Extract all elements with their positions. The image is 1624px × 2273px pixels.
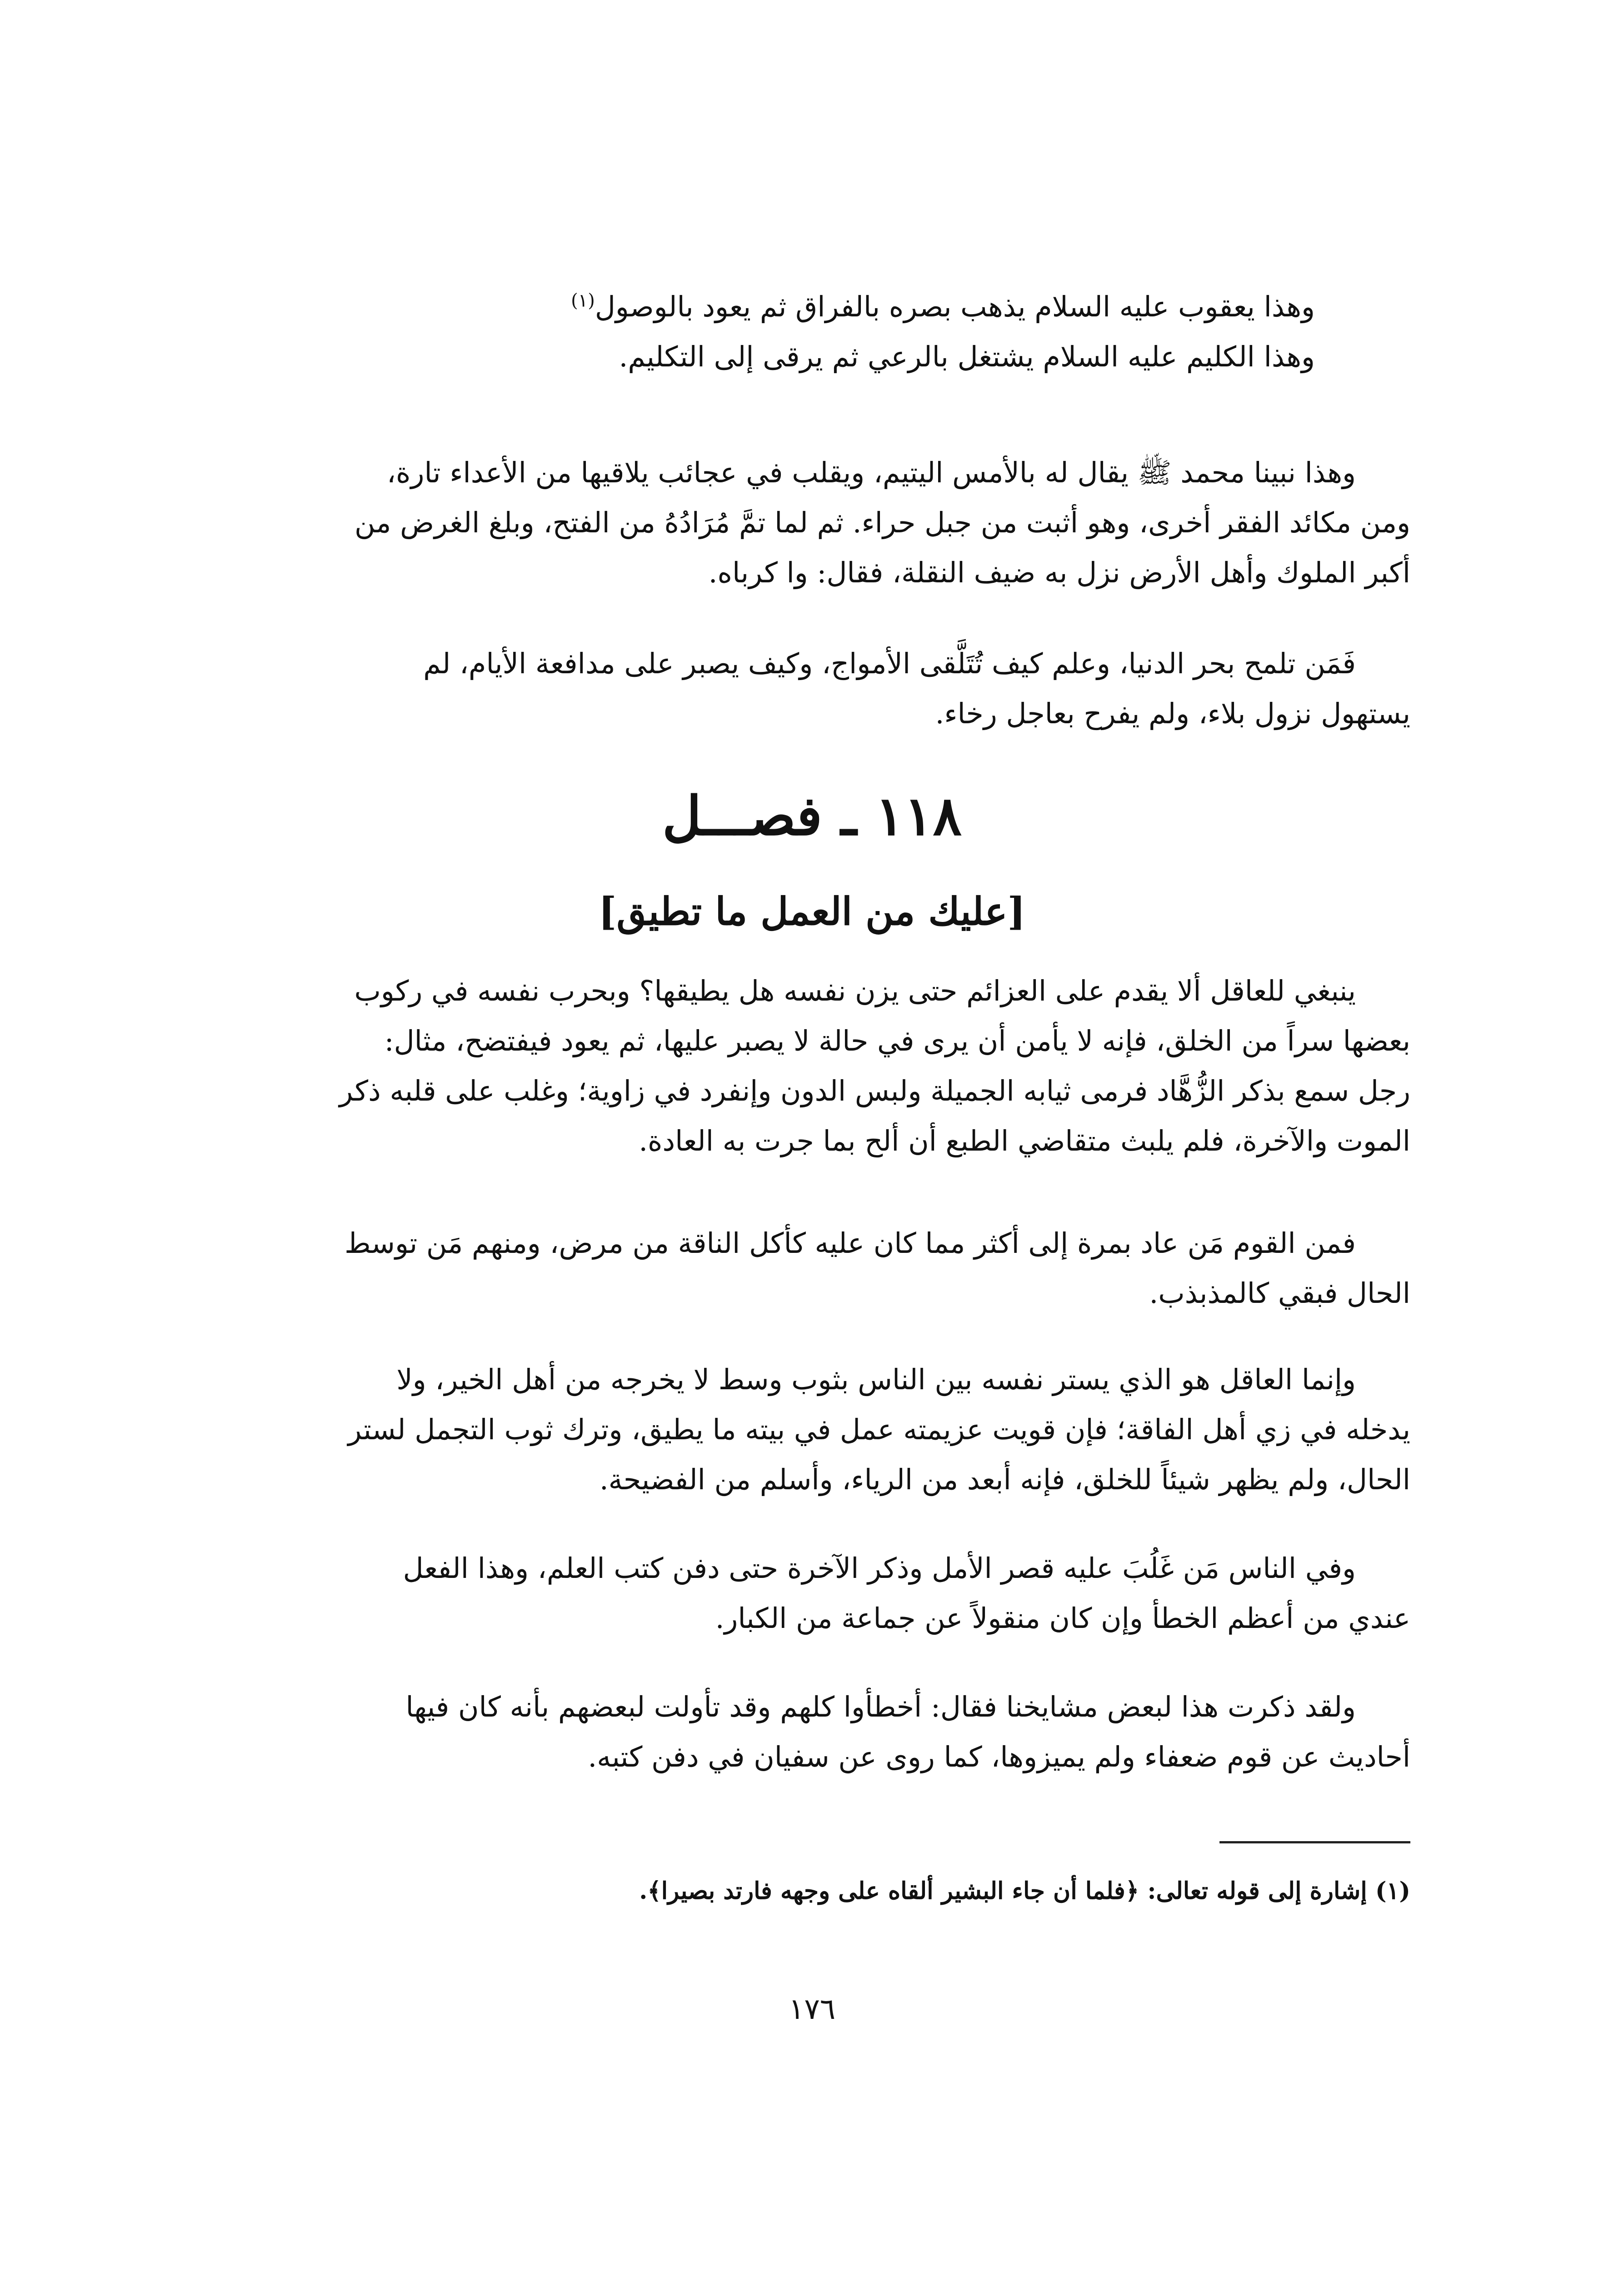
text-line: وإنما العاقل هو الذي يستر نفسه بين الناس بثوب وسط لا يخرجه من أهل الخير، ولا	[396, 1363, 1356, 1396]
footnote: (١) إشارة إلى قوله تعالى: ﴿فلما أن جاء البشير ألقاه على وجهه فارتد بصيرا﴾.	[639, 1877, 1410, 1905]
footnote-marker[interactable]: (١)	[571, 290, 595, 311]
text-line: الحال، ولم يظهر شيئاً للخلق، فإنه أبعد من الرياء، وأسلم من الفضيحة.	[599, 1463, 1410, 1496]
opening-lines	[315, 282, 1315, 382]
text-line: وهذا نبينا محمد ﷺ يقال له بالأمس اليتيم، ويقلب في عجائب يلاقيها من الأعداء تارة،	[387, 456, 1356, 489]
paragraph-1	[206, 966, 1410, 1166]
text-line: يستهول نزول بلاء، ولم يفرح بعاجل رخاء.	[935, 697, 1410, 730]
page-number: ١٧٦	[788, 1993, 836, 2026]
text-line: ولقد ذكرت هذا لبعض مشايخنا فقال: أخطأوا كلهم وقد تأولت لبعضهم بأنه كان فيها	[405, 1690, 1356, 1723]
text-line: وفي الناس مَن غَلُبَ عليه قصر الأمل وذكر الآخرة حتى دفن كتب العلم، وهذا الفعل	[403, 1552, 1356, 1585]
text-line: يدخله في زي أهل الفاقة؛ فإن قويت عزيمته عمل في بيته ما يطيق، وترك ثوب التجمل لستر	[348, 1413, 1410, 1446]
paragraph-5	[206, 1682, 1410, 1782]
text-line: الحال فبقي كالمذبذب.	[1149, 1277, 1410, 1310]
paragraph-2	[206, 1218, 1410, 1318]
opening-line-1: وهذا يعقوب عليه السلام يذهب بصره بالفراق ثم يعود بالوصول$^{(١)}$	[571, 290, 1315, 323]
text-line: عندي من أعظم الخطأ وإن كان منقولاً عن جماعة من الكبار.	[715, 1602, 1410, 1635]
footnote-divider	[1219, 1841, 1410, 1843]
text-line: رجل سمع بذكر الزُّهَّاد فرمى ثيابه الجميلة ولبس الدون وإنفرد في زاوية؛ وغلب على قلبه ذكر	[339, 1074, 1410, 1107]
text-line: بعضها سراً من الخلق، فإنه لا يأمن أن يرى في حالة لا يصبر عليها، ثم يعود فيفتضح، مثال:	[384, 1024, 1410, 1057]
text-line: ومن مكائد الفقر أخرى، وهو أثبت من جبل حراء. ثم لما تمَّ مُرَادُهُ من الفتح، وبلغ الغرض من	[355, 506, 1410, 539]
text-line: ينبغي للعاقل ألا يقدم على العزائم حتى يزن نفسه هل يطيقها؟ وبحرب نفسه في ركوب	[354, 974, 1356, 1007]
text-line: أكبر الملوك وأهل الأرض نزل به ضيف النقلة، فقال: وا كرباه.	[708, 556, 1410, 589]
paragraph-3	[206, 1355, 1410, 1505]
text-line: فَمَن تلمح بحر الدنيا، وعلم كيف تُتَلَّقى الأمواج، وكيف يصبر على مدافعة الأيام، لم	[423, 647, 1356, 680]
text-line: الموت والآخرة، فلم يلبث متقاضي الطبع أن ألح بما جرت به العادة.	[639, 1124, 1410, 1157]
paragraph-prophet	[206, 448, 1410, 598]
section-title: [عليك من العمل ما تطيق]	[598, 889, 1026, 934]
paragraph-4	[206, 1543, 1410, 1643]
opening-line-2: وهذا الكليم عليه السلام يشتغل بالرعي ثم يرقى إلى التكليم.	[619, 340, 1315, 373]
text-line: فمن القوم مَن عاد بمرة إلى أكثر مما كان عليه كأكل الناقة من مرض، ومنهم مَن توسط	[345, 1227, 1356, 1260]
paragraph-sea	[206, 639, 1410, 739]
text-line: أحاديث عن قوم ضعفاء ولم يميزوها، كما روى عن سفيان في دفن كتبه.	[588, 1740, 1410, 1773]
section-number: ١١٨ ـ فصـــل	[662, 784, 962, 847]
